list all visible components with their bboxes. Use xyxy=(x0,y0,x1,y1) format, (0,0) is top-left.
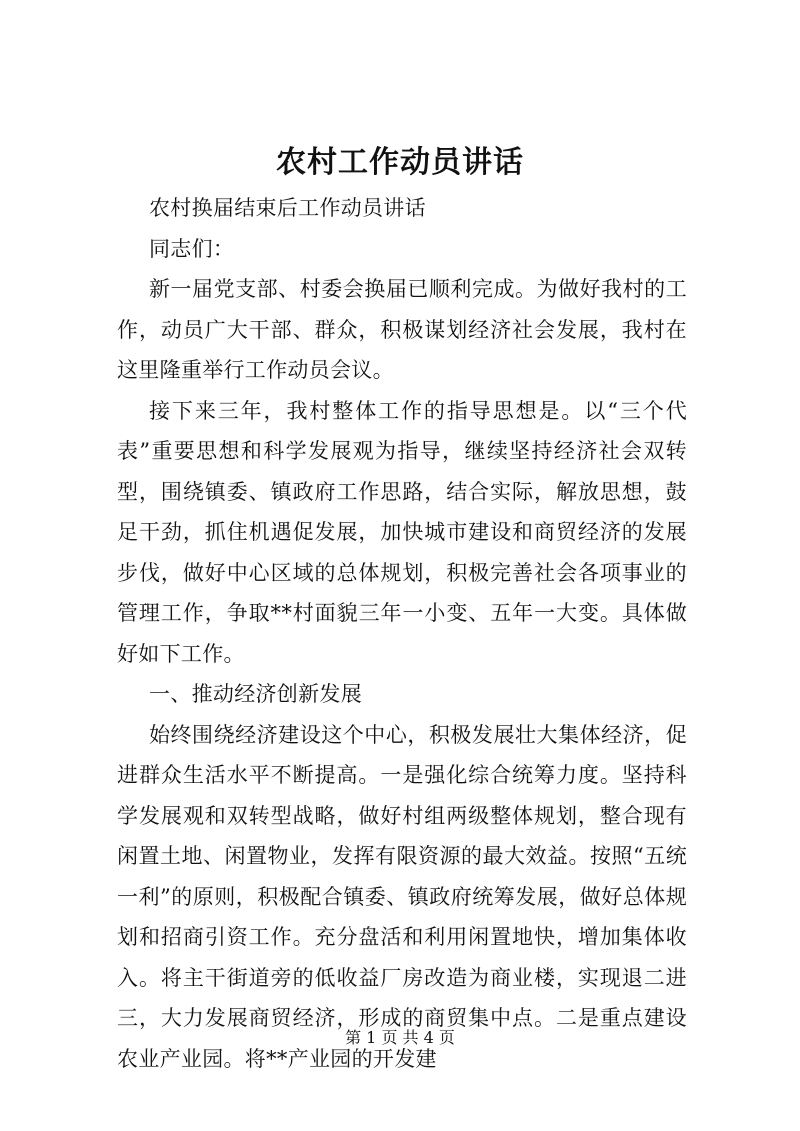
document-title: 农村工作动员讲话 xyxy=(276,145,524,180)
page-number-footer: 第 1 页 共 4 页 xyxy=(345,1028,455,1047)
subtitle-paragraph: 农村换届结束后工作动员讲话 xyxy=(149,196,426,220)
body-paragraph: 始终围绕经济建设这个中心，积极发展壮大集体经济，促进群众生活水平不断提高。一是强化综合统筹力度。坚持科学发展观和双转型战略，做好村组两级整体规划，整合现有闲置土地、闲置物业，发挥有限资源的最大效益。按照“五统一利”的原则，积极配合镇委、镇政府统筹发展，做好总体规划和招商引资工作。充分盘活和利用闲置地快，增加集体收入。将主干街道旁的低收益厂房改造为商业楼，实现退二进三，大力发展商贸经济，形成的商贸集中点。二是重点建设农业产业园。将**产业园的开发建 xyxy=(117,722,687,1071)
body-paragraph: 新一届党支部、村委会换届已顺利完成。为做好我村的工作，动员广大干部、群众，积极谋划经济社会发展，我村在这里隆重举行工作动员会议。 xyxy=(117,277,687,382)
section-heading: 一、推动经济创新发展 xyxy=(149,682,362,706)
body-paragraph: 接下来三年，我村整体工作的指导思想是。以“三个代表”重要思想和科学发展观为指导，继续坚持经济社会双转型，围绕镇委、镇政府工作思路，结合实际，解放思想，鼓足干劲，抓住机遇促发展，加快城市建设和商贸经济的发展步伐，做好中心区域的总体规划，积极完善社会各项事业的管理工作，争取**村面貌三年一小变、五年一大变。具体做好如下工作。 xyxy=(117,398,687,666)
salutation-paragraph: 同志们： xyxy=(149,236,235,261)
document-body xyxy=(117,188,687,1079)
